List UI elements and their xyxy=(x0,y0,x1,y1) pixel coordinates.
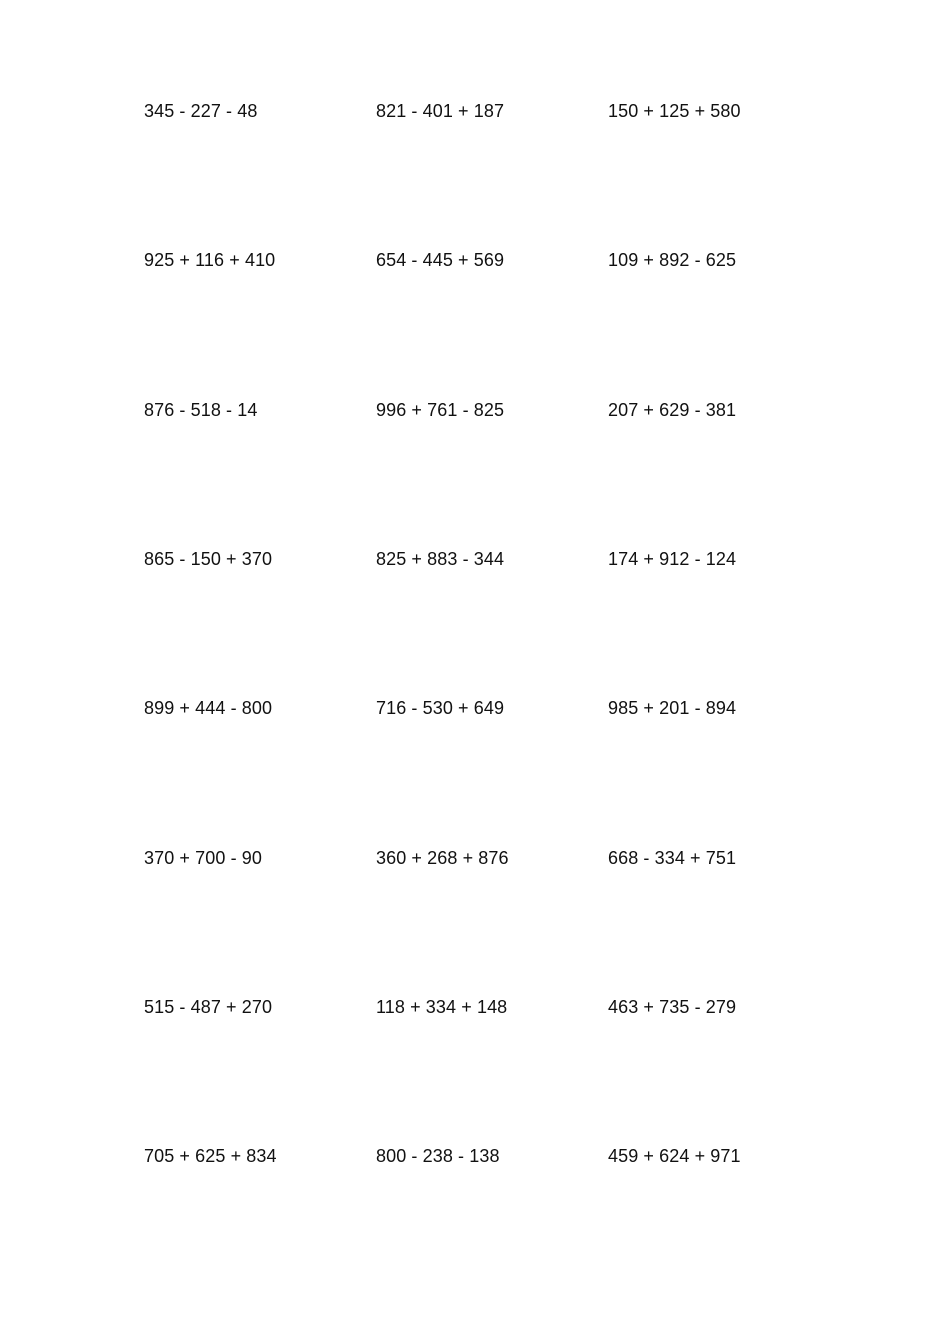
arithmetic-problem: 345 - 227 - 48 xyxy=(144,101,258,121)
problem-row xyxy=(0,547,950,571)
problem-row xyxy=(0,846,950,870)
arithmetic-problem: 109 + 892 - 625 xyxy=(608,250,737,270)
arithmetic-problem: 800 - 238 - 138 xyxy=(376,1146,500,1166)
arithmetic-problem: 996 + 761 - 825 xyxy=(376,400,505,420)
problem-row xyxy=(0,99,950,123)
arithmetic-problem: 985 + 201 - 894 xyxy=(608,698,737,718)
problem-row xyxy=(0,398,950,422)
arithmetic-problem: 118 + 334 + 148 xyxy=(376,997,508,1017)
arithmetic-problem: 821 - 401 + 187 xyxy=(376,101,505,121)
arithmetic-problem: 463 + 735 - 279 xyxy=(608,997,737,1017)
arithmetic-problem: 865 - 150 + 370 xyxy=(144,549,273,569)
arithmetic-problem: 174 + 912 - 124 xyxy=(608,549,737,569)
arithmetic-problem: 705 + 625 + 834 xyxy=(144,1146,277,1166)
arithmetic-problem: 899 + 444 - 800 xyxy=(144,698,273,718)
arithmetic-problem: 207 + 629 - 381 xyxy=(608,400,737,420)
arithmetic-problem: 668 - 334 + 751 xyxy=(608,848,737,868)
arithmetic-problem: 825 + 883 - 344 xyxy=(376,549,505,569)
problem-row xyxy=(0,696,950,720)
arithmetic-problem: 515 - 487 + 270 xyxy=(144,997,273,1017)
problem-row xyxy=(0,1144,950,1168)
arithmetic-problem: 370 + 700 - 90 xyxy=(144,848,262,868)
arithmetic-problem: 654 - 445 + 569 xyxy=(376,250,505,270)
arithmetic-problem: 150 + 125 + 580 xyxy=(608,101,741,121)
arithmetic-problem: 459 + 624 + 971 xyxy=(608,1146,741,1166)
arithmetic-problem: 716 - 530 + 649 xyxy=(376,698,505,718)
arithmetic-problem: 925 + 116 + 410 xyxy=(144,250,276,270)
arithmetic-problem: 360 + 268 + 876 xyxy=(376,848,509,868)
problem-row xyxy=(0,995,950,1019)
problem-row xyxy=(0,248,950,272)
arithmetic-problem: 876 - 518 - 14 xyxy=(144,400,258,420)
